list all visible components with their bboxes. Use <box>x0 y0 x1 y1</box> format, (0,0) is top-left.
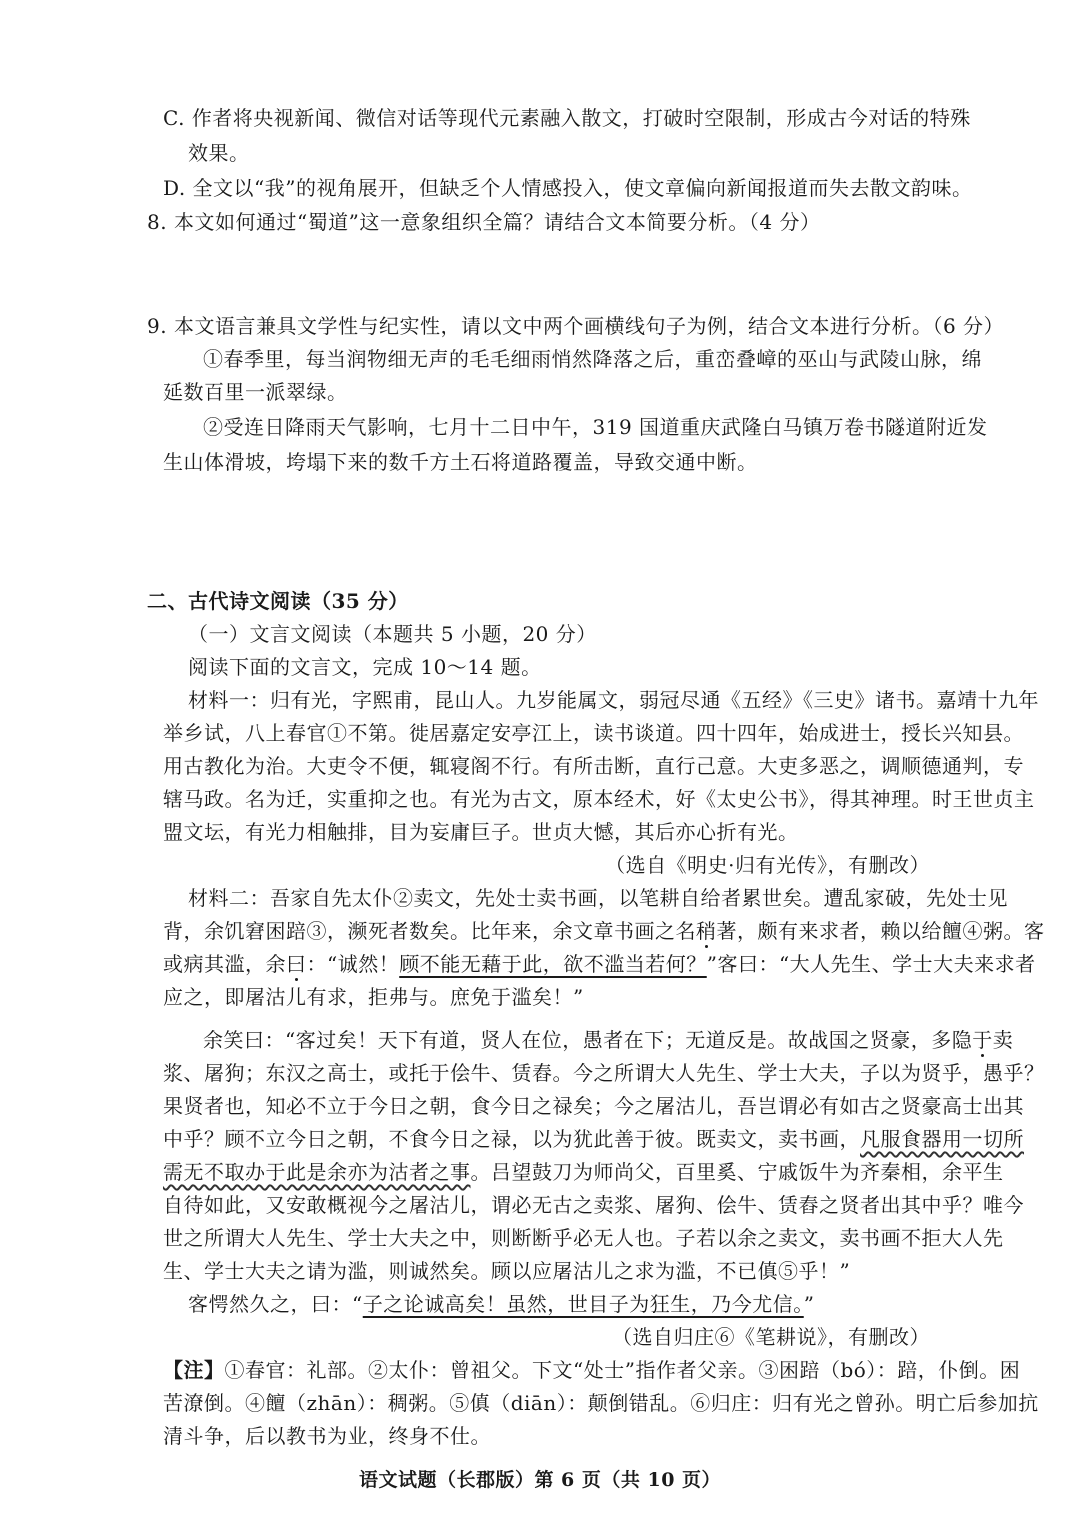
material-2-line-4: 应之，即屠沽儿有求，拒弗与。庶免于滥矣！” <box>163 985 584 1009</box>
question-8: 8. 本文如何通过“蜀道”这一意象组织全篇？请结合文本简要分析。（4 分） <box>147 210 821 234</box>
material-2-line-1: 材料二：吾家自先太仆②卖文，先处士卖书画，以笔耕自给者累世矣。遭乱家破，先处士见 <box>188 886 1008 910</box>
subsection-heading: （一）文言文阅读（本题共 5 小题，20 分） <box>188 622 597 646</box>
text-segment: 。吕望鼓刀为师尚父，百里奚、宁戚饭牛为齐秦相，余平生 <box>470 1160 1004 1184</box>
page-footer: 语文试题（长郡版）第 6 页（共 10 页） <box>358 1469 722 1491</box>
question-9-prompt: 9. 本文语言兼具文学性与纪实性，请以文中两个画横线句子为例，结合文本进行分析。（6 分） <box>147 314 1005 338</box>
text-segment: 著，颇有来求者，赖以给饘④粥。客 <box>716 919 1045 943</box>
section-heading: 二、古代诗文阅读（35 分） <box>147 589 409 613</box>
paragraph-2-line-2: 浆、屠狗；东汉之高士，或托于侩牛、赁舂。今之所谓大人先生、学士大夫，子以为贤乎，愚乎？ <box>163 1061 1045 1085</box>
material-2-line-2 <box>163 917 1045 945</box>
text-segment: ①春官：礼部。②太仆：曾祖父。下文“处士”指作者父亲。③困踣（bó）：踣，仆倒。困 <box>224 1358 1021 1382</box>
text-segment: 中乎？顾不立今日之朝，不食今日之禄，以为犹此善于彼。既卖文，卖书画， <box>163 1127 860 1151</box>
notes-line-1 <box>163 1356 1020 1384</box>
material-2-line-3 <box>163 950 1036 978</box>
material-1-source: （选自《明史·归有光传》，有删改） <box>605 853 930 877</box>
paragraph-2-line-4 <box>163 1125 1024 1153</box>
notes-line-2: 苦潦倒。④饘（zhān）：稠粥。⑤傎（diān）：颠倒错乱。⑥归庄：归有光之曾孙。明亡后参加抗 <box>163 1391 1039 1415</box>
text-segment: 或病其滥，余 <box>163 952 286 976</box>
text-segment: 卖 <box>992 1028 1014 1052</box>
paragraph-2-line-1 <box>203 1026 1013 1054</box>
material-1-line-3: 用古教化为治。大吏令不便，辄寝阁不行。有所击断，直行己意。大吏多恶之，调顺德通判，专 <box>163 754 1024 778</box>
sentence-2-line-1: ②受连日降雨天气影响，七月十二日中午，319 国道重庆武隆白马镇万卷书隧道附近发 <box>203 415 988 439</box>
text-segment: 背，余饥窘困踣③，濒死者数矣。比年来，余文章书画之名 <box>163 919 696 943</box>
paragraph-3 <box>188 1290 814 1318</box>
material-1-line-5: 盟文坛，有光力相触排，目为妄庸巨子。世贞大憾，其后亦心折有光。 <box>163 820 799 844</box>
option-d-line: D. 全文以“我”的视角展开，但缺乏个人情感投入，使文章偏向新闻报道而失去散文韵味。 <box>163 176 973 200</box>
text-segment: 余笑曰：“客过矣！天下有道，贤人在位，愚者在下；无道反是。故战国之贤豪，多隐 <box>203 1028 973 1052</box>
paragraph-2-line-3: 果贤者也，知必不立于今日之朝，食今日之禄矣；今之屠沽儿，吾岂谓必有如古之贤豪高士出其 <box>163 1094 1024 1118</box>
dotted-word: 曰 <box>286 952 307 976</box>
wavy-underlined-sentence: 凡服食器用一切所 <box>860 1127 1024 1151</box>
reading-instruction: 阅读下面的文言文，完成 10～14 题。 <box>188 655 542 679</box>
wavy-underlined-sentence: 需无不取办于此是余亦为沽者之事 <box>163 1160 471 1184</box>
paragraph-2-line-8: 生、学士大夫之请为滥，则诚然矣。顾以应屠沽儿之求为滥，不已傎⑤乎！” <box>163 1259 851 1283</box>
text-segment: 客愕然久之，曰：“ <box>188 1292 363 1316</box>
sentence-1-line-1: ①春季里，每当润物细无声的毛毛细雨悄然降落之后，重峦叠嶂的巫山与武陵山脉，绵 <box>203 347 982 371</box>
dotted-word: 稍 <box>696 919 717 943</box>
paragraph-2-line-6: 自待如此，又安敢概视今之屠沽儿，谓必无古之卖浆、屠狗、侩牛、赁舂之贤者出其中乎？唯今 <box>163 1193 1024 1217</box>
paragraph-2-line-7: 世之所谓大人先生、学士大夫之中，则断断乎必无人也。子若以余之卖文，卖书画不拒大人先 <box>163 1226 1004 1250</box>
notes-line-3: 清斗争，后以教书为业，终身不仕。 <box>163 1424 491 1448</box>
text-segment: ：“诚然！ <box>306 952 400 976</box>
option-c-line-1: C. 作者将央视新闻、微信对话等现代元素融入散文，打破时空限制，形成古今对话的特殊 <box>163 106 971 130</box>
sentence-1-line-2: 延数百里一派翠绿。 <box>163 380 348 404</box>
paragraph-2-line-5 <box>163 1158 1004 1186</box>
option-c-line-2: 效果。 <box>188 141 250 165</box>
material-1-line-4: 辖马政。名为迁，实重抑之也。有光为古文，原本经术，好《太史公书》，得其神理。时王世贞主 <box>163 787 1035 811</box>
material-2-source: （选自归庄⑥《笔耕说》，有删改） <box>612 1325 930 1349</box>
material-1-line-2: 举乡试，八上春官①不第。徙居嘉定安亭江上，读书谈道。四十四年，始成进士，授长兴知县。 <box>163 721 1024 745</box>
material-1-line-1: 材料一：归有光，字熙甫，昆山人。九岁能属文，弱冠尽通《五经》《三史》诸书。嘉靖十九年 <box>188 688 1039 712</box>
text-segment: ”客曰：“大人先生、学士大夫来求者 <box>706 952 1036 976</box>
underlined-sentence: 顾不能无藉于此，欲不滥当若何？ <box>399 952 707 976</box>
sentence-2-line-2: 生山体滑坡，垮塌下来的数千方土石将道路覆盖，导致交通中断。 <box>163 450 758 474</box>
dotted-word: 于 <box>972 1028 993 1052</box>
notes-label: 【注】 <box>163 1358 225 1382</box>
text-segment: ” <box>803 1292 815 1316</box>
underlined-sentence: 子之论诚高矣！虽然，世目子为狂生，乃今尤信。 <box>362 1292 804 1316</box>
